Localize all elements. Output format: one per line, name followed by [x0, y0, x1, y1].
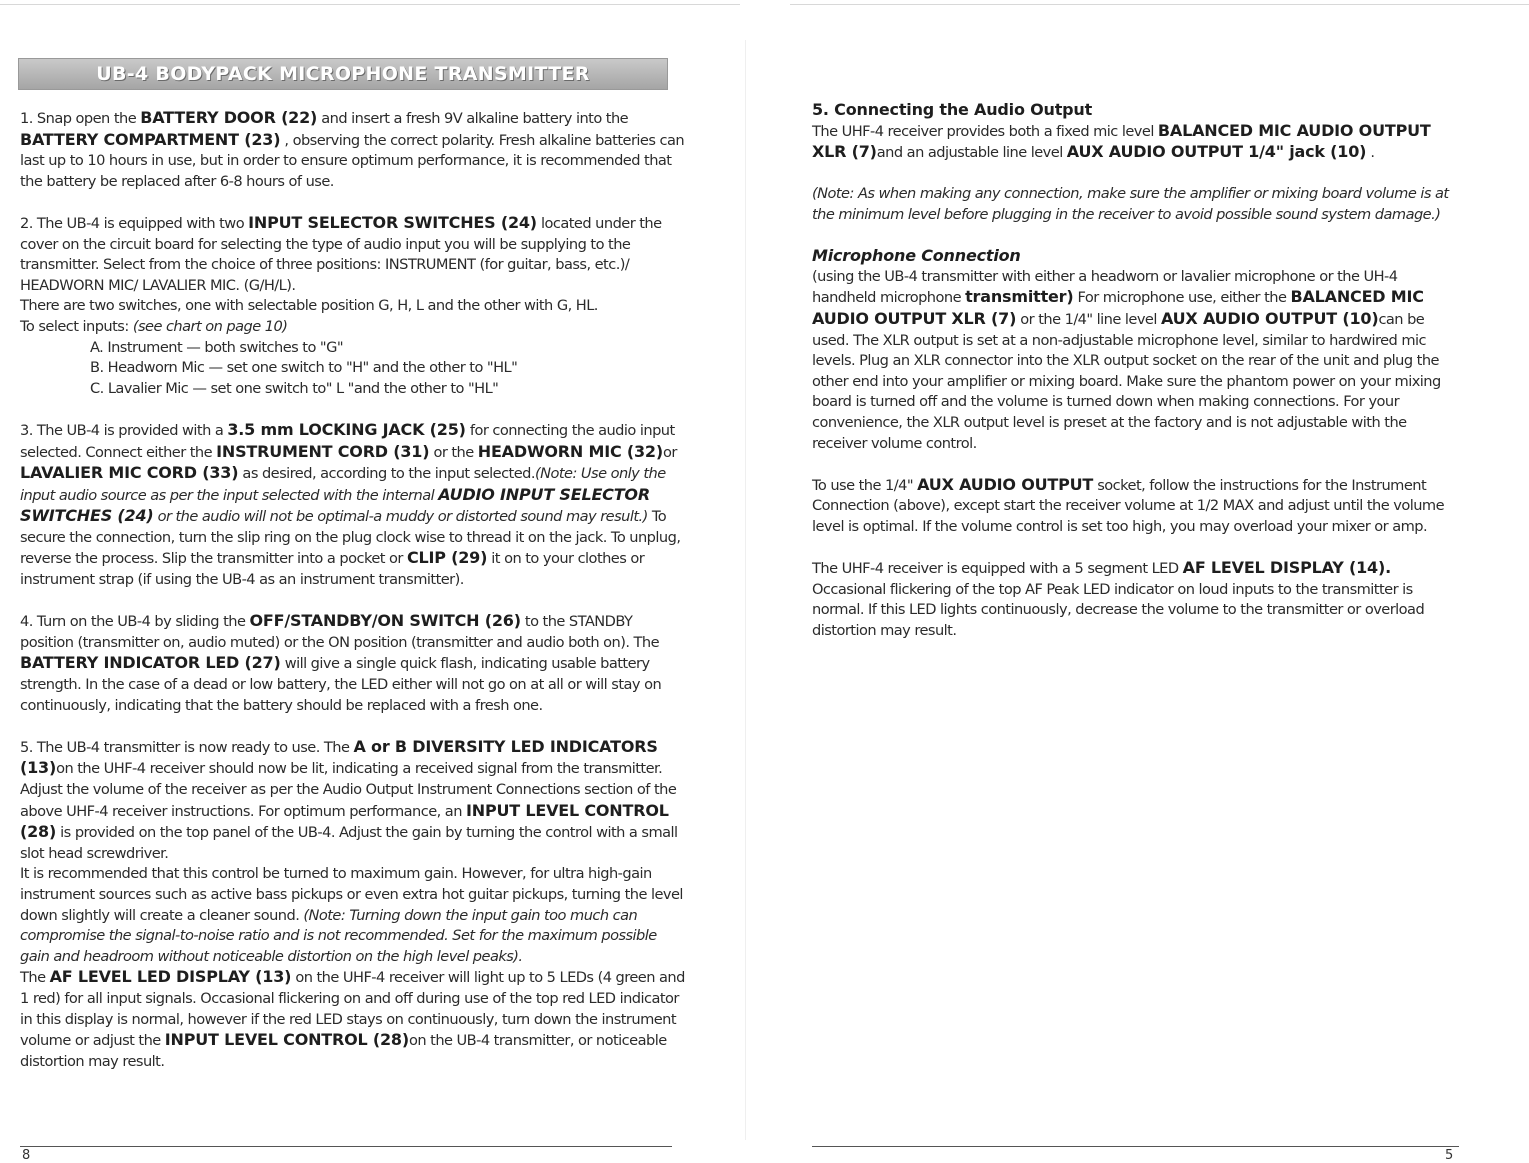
page-number-left: 8 — [22, 1148, 31, 1163]
right-page — [760, 0, 1529, 1161]
footer-rule-left — [20, 1146, 672, 1147]
paragraph-locking-jack: 3. The UB-4 is provided with a 3.5 mm LOCKING JACK (25) for connecting the audio input selected. Connect either the INSTRUMENT CORD (31) or the HEADWORN MIC (32)or LAVALIER MIC CORD (33) as desired, according to the input selected.(Note: Use only the input audio source as per the input selected with the internal AUDIO INPUT SELECTOR SWITCHES (24) or the audio will not be optimal-a muddy or distorted sound may result.) To secure the connection, turn the slip ring on the plug clock wise to thread it on the jack. To unplug, reverse the process. Slip the transmitter into a pocket or CLIP (29) it on to your clothes or instrument strap (if using the UB-4 as an instrument transmitter). — [20, 419, 681, 589]
select-inputs-line: To select inputs: (see chart on page 10) — [20, 317, 288, 335]
switches-line: There are two switches, one with selectable position G, H, L and the other with G, HL. — [20, 297, 598, 315]
paragraph-af-level: The AF LEVEL LED DISPLAY (13) on the UHF-4 receiver will light up to 5 LEDs (4 green and 1 red) for all input signals. Occasional flickering on and off during use of the top red LED indicator in this display is normal, however if the red LED stays on continuously, turn down the instrument volume or adjust the INPUT LEVEL CONTROL (28)on the UB-4 transmitter, or noticeable distortion may result. — [20, 967, 685, 1070]
paragraph-aux-output: To use the 1/4" AUX AUDIO OUTPUT socket, follow the instructions for the Instrument Connection (above), except start the receiver volume at 1/2 MAX and adjust until the volume level is optimal. If the volume control is set too high, you may overload your mixer or amp. — [812, 474, 1445, 535]
paragraph-audio-output: The UHF-4 receiver provides both a fixed mic level BALANCED MIC AUDIO OUTPUT XLR (7)and an adjustable line level AUX AUDIO OUTPUT 1/4" jack (10) . — [812, 120, 1431, 162]
page-number-right: 5 — [1445, 1148, 1454, 1163]
page-gutter — [745, 40, 746, 1140]
paragraph-battery: 1. Snap open the BATTERY DOOR (22) and insert a fresh 9V alkaline battery into the BATTERY COMPARTMENT (23) , observing the correct polarity. Fresh alkaline batteries can last up to 10 hours in use, but in order to ensure optimum performance, it is recommended that the battery be replaced after 6-8 hours of use. — [20, 108, 685, 190]
paragraph-ready-to-use: 5. The UB-4 transmitter is now ready to use. The A or B DIVERSITY LED INDICATORS (13)on the UHF-4 receiver should now be lit, indicating a received signal from the transmitter. Adjust the volume of the receiver as per the Audio Output Instrument Connections section of the above UHF-4 receiver instructions. For optimum performance, an INPUT LEVEL CONTROL (28) is provided on the top panel of the UB-4. Adjust the gain by turning the control with a small slot head screwdriver. — [20, 736, 678, 862]
paragraph-af-display: The UHF-4 receiver is equipped with a 5 segment LED AF LEVEL DISPLAY (14). Occasional flickering of the top AF Peak LED indicator on loud inputs to the transmitter is normal. If this LED lights continuously, decrease the volume to the transmitter or overload distortion may result. — [812, 558, 1425, 639]
heading-microphone-connection: Microphone Connection — [812, 246, 1021, 266]
right-column — [812, 100, 1462, 641]
left-page — [0, 0, 740, 1161]
option-headworn: B. Headworn Mic — set one switch to "H" and the other to "HL" — [90, 359, 518, 377]
option-lavalier: C. Lavalier Mic — set one switch to" L "and the other to "HL" — [90, 379, 499, 397]
left-column — [20, 108, 685, 1072]
section-banner — [18, 58, 668, 90]
option-instrument: A. Instrument — both switches to "G" — [90, 338, 344, 356]
paragraph-gain: It is recommended that this control be turned to maximum gain. However, for ultra high-gain instrument sources such as active bass pickups or even extra hot guitar pickups, turning the level down slightly will create a cleaner sound. (Note: Turning down the input gain too much can compromise the signal-to-noise ratio and is not recommended. Set for the maximum possible gain and headroom without noticeable distortion on the high level peaks). — [20, 865, 683, 965]
note-connection: (Note: As when making any connection, make sure the amplifier or mixing board volume is at the minimum level before plugging in the receiver to avoid possible sound system damage.) — [812, 185, 1449, 223]
footer-rule-right — [812, 1146, 1459, 1147]
paragraph-power-switch: 4. Turn on the UB-4 by sliding the OFF/STANDBY/ON SWITCH (26) to the STANDBY position (transmitter on, audio muted) or the ON position (transmitter and audio both on). The BATTERY INDICATOR LED (27) will give a single quick flash, indicating usable battery strength. In the case of a dead or low battery, the LED either will not go on at all or will stay on continuously, indicating that the battery should be replaced with a fresh one. — [20, 611, 662, 714]
banner-title: UB-4 BODYPACK MICROPHONE TRANSMITTER — [96, 63, 590, 85]
paragraph-microphone-connection: (using the UB-4 transmitter with either a headworn or lavalier microphone or the UH-4 handheld microphone transmitter) For microphone use, either the BALANCED MIC AUDIO OUTPUT XLR (7) or the 1/4" line level AUX AUDIO OUTPUT (10)can be used. The XLR output is set at a non-adjustable microphone level, similar to hardwired mic levels. Plug an XLR connector into the XLR output socket on the rear of the unit and plug the other end into your amplifier or mixing board. Make sure the phantom power on your mixing board is turned off and the volume is turned down when making connections. For your convenience, the XLR output level is preset at the factory and is not adjustable with the receiver volume control. — [812, 267, 1441, 452]
paragraph-input-selector: 2. The UB-4 is equipped with two INPUT SELECTOR SWITCHES (24) located under the cover on the circuit board for selecting the type of audio input you will be supplying to the transmitter. Select from the choice of three positions: INSTRUMENT (for guitar, bass, etc.)/ HEADWORN MIC/ LAVALIER MIC. (G/H/L). — [20, 212, 662, 294]
heading-audio-output: 5. Connecting the Audio Output — [812, 100, 1093, 119]
